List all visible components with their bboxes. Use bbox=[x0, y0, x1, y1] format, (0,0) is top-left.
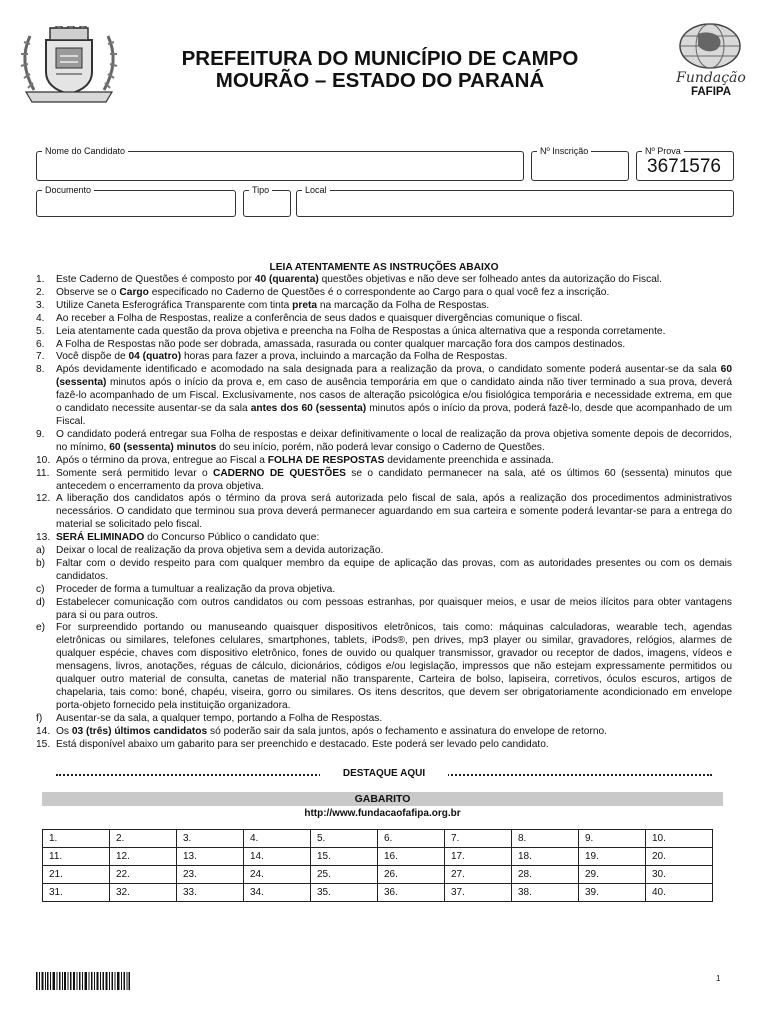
title-line-2: MOURÃO – ESTADO DO PARANÁ bbox=[215, 69, 545, 92]
gabarito-answer-cell[interactable]: 27. bbox=[445, 866, 512, 884]
instruction-item bbox=[36, 274, 732, 287]
instruction-number: 9. bbox=[36, 428, 45, 440]
inscricao-label: Nº Inscrição bbox=[537, 145, 591, 157]
gabarito-answer-cell[interactable]: 24. bbox=[244, 866, 311, 884]
instruction-number: 3. bbox=[36, 299, 45, 311]
local-field[interactable] bbox=[296, 185, 734, 217]
gabarito-answer-cell[interactable]: 33. bbox=[177, 884, 244, 902]
gabarito-answer-cell[interactable]: 12. bbox=[110, 848, 177, 866]
instruction-text bbox=[56, 584, 732, 597]
instruction-number: 15. bbox=[36, 738, 51, 750]
instruction-number: e) bbox=[36, 622, 46, 634]
instruction-text bbox=[56, 532, 732, 545]
numero-prova-value: 3671576 bbox=[647, 156, 721, 177]
gabarito-answer-cell[interactable]: 1. bbox=[43, 830, 110, 848]
gabarito-answer-cell[interactable]: 5. bbox=[311, 830, 378, 848]
destaque-label: DESTAQUE AQUI bbox=[320, 768, 448, 779]
fafipa-logo bbox=[672, 20, 748, 104]
gabarito-table bbox=[42, 829, 713, 902]
gabarito-answer-cell[interactable]: 23. bbox=[177, 866, 244, 884]
instruction-text bbox=[56, 545, 732, 558]
instruction-segment: questões objetivas e não deve ser folheado antes da autorização do Fiscal. bbox=[318, 274, 662, 285]
instruction-text bbox=[56, 339, 732, 352]
page-title bbox=[140, 48, 620, 92]
municipal-crest-icon bbox=[16, 26, 122, 104]
local-label: Local bbox=[302, 184, 330, 196]
barcode-icon bbox=[36, 972, 130, 990]
gabarito-row bbox=[43, 830, 713, 848]
instruction-segment: especificado no Caderno de Questões é o correspondente ao Cargo para o qual você fez a inscrição. bbox=[148, 286, 610, 298]
instruction-segment: só poderão sair da sala juntos, após o fechamento e assinatura do envelope de retorno. bbox=[207, 725, 608, 737]
instruction-segment: Utilize Caneta Esferográfica Transparente com tinta bbox=[56, 299, 293, 311]
gabarito-answer-cell[interactable]: 35. bbox=[311, 884, 378, 902]
instruction-item bbox=[36, 326, 732, 339]
instruction-item bbox=[36, 739, 732, 752]
instruction-emphasis: 04 (quatro) bbox=[128, 351, 182, 363]
instruction-emphasis: antes dos 60 (sessenta) bbox=[250, 403, 367, 415]
instruction-text bbox=[56, 326, 732, 339]
instruction-segment: A liberação dos candidatos após o término da prova será autorizada pelo fiscal de sala, após a realização dos procedimentos administrativos necessários. O candidato que terminou sua prova deverá permanecer aguardando em sua carteira e somente poderá levantar-se para a entrega do material se solicitado pelo fiscal. bbox=[56, 493, 732, 531]
instruction-text bbox=[56, 351, 732, 364]
gabarito-answer-cell[interactable]: 6. bbox=[378, 830, 445, 848]
gabarito-answer-cell[interactable]: 14. bbox=[244, 848, 311, 866]
fafipa-globe-icon bbox=[672, 20, 748, 70]
gabarito-answer-cell[interactable]: 26. bbox=[378, 866, 445, 884]
instruction-segment: Estabelecer comunicação com outros candidatos ou com pessoas estranhas, por quaisquer meios, e usar de meios ilícitos para obter vantagens para si ou para outros. bbox=[56, 596, 732, 621]
inscricao-field[interactable] bbox=[531, 146, 629, 181]
instruction-number: 8. bbox=[36, 364, 45, 376]
instruction-number: 6. bbox=[36, 338, 45, 350]
instruction-number: f) bbox=[36, 712, 43, 724]
gabarito-answer-cell[interactable]: 22. bbox=[110, 866, 177, 884]
instruction-emphasis: 03 (três) últimos candidatos bbox=[71, 725, 208, 737]
gabarito-answer-cell[interactable]: 3. bbox=[177, 830, 244, 848]
gabarito-row bbox=[43, 866, 713, 884]
instruction-emphasis: preta bbox=[292, 299, 318, 311]
instruction-segment: Proceder de forma a tumultuar a realização da prova objetiva. bbox=[56, 583, 336, 595]
instruction-emphasis: Cargo bbox=[119, 286, 149, 298]
gabarito-answer-cell[interactable]: 17. bbox=[445, 848, 512, 866]
gabarito-answer-cell[interactable]: 29. bbox=[579, 866, 646, 884]
instruction-number: 14. bbox=[36, 725, 51, 737]
instruction-number: 12. bbox=[36, 493, 51, 505]
instruction-segment: Está disponível abaixo um gabarito para ser preenchido e destacado. Este poderá ser levado pelo candidato. bbox=[56, 738, 549, 750]
instruction-text bbox=[56, 429, 732, 455]
instruction-item bbox=[36, 545, 732, 558]
gabarito-answer-cell[interactable]: 9. bbox=[579, 830, 646, 848]
instruction-number: b) bbox=[36, 557, 46, 569]
gabarito-answer-cell[interactable]: 20. bbox=[646, 848, 713, 866]
instruction-emphasis: SERÁ ELIMINADO bbox=[56, 532, 145, 544]
gabarito-answer-cell[interactable]: 19. bbox=[579, 848, 646, 866]
instruction-item bbox=[36, 493, 732, 532]
gabarito-answer-cell[interactable]: 8. bbox=[512, 830, 579, 848]
gabarito-answer-cell[interactable]: 37. bbox=[445, 884, 512, 902]
instruction-number: 11. bbox=[36, 467, 50, 479]
nome-candidato-label: Nome do Candidato bbox=[42, 145, 128, 157]
instruction-item bbox=[36, 622, 732, 712]
instruction-segment: O candidato poderá entregar sua Folha de respostas e deixar definitivamente o local de realização da prova objetiva somente depois de decorridos, no mínimo, bbox=[56, 428, 732, 453]
instruction-segment: Os bbox=[56, 725, 72, 737]
instruction-number: c) bbox=[36, 583, 45, 595]
instruction-emphasis: 60 (sessenta) minutos bbox=[109, 441, 217, 453]
instruction-segment: Observe se o bbox=[56, 286, 120, 298]
instruction-number: 1. bbox=[36, 274, 45, 285]
instruction-item bbox=[36, 313, 732, 326]
tipo-label: Tipo bbox=[249, 184, 272, 196]
page-number: 1 bbox=[716, 974, 721, 983]
gabarito-answer-cell[interactable]: 38. bbox=[512, 884, 579, 902]
instruction-segment: se o candidato permanecer na sala, até os últimos 60 (sessenta) minutos que antecedem o encerramento da prova objetiva. bbox=[56, 467, 732, 492]
instruction-text bbox=[56, 622, 732, 712]
instruction-text bbox=[56, 468, 732, 494]
gabarito-title: GABARITO bbox=[42, 792, 723, 806]
instruction-text bbox=[56, 300, 732, 313]
instruction-item bbox=[36, 300, 732, 313]
instruction-segment: Após devidamente identificado e acomodado na sala designada para a realização da prova, o candidato somente poderá ausentar-se da sala bbox=[56, 364, 721, 376]
numero-prova-field[interactable] bbox=[636, 146, 734, 181]
gabarito-answer-cell[interactable]: 30. bbox=[646, 866, 713, 884]
instruction-item bbox=[36, 597, 732, 623]
gabarito-answer-cell[interactable]: 4. bbox=[244, 830, 311, 848]
instruction-item bbox=[36, 726, 732, 739]
instruction-text bbox=[56, 455, 732, 468]
gabarito-row bbox=[43, 848, 713, 866]
instruction-text bbox=[56, 597, 732, 623]
instruction-item bbox=[36, 468, 732, 494]
gabarito-answer-cell[interactable]: 25. bbox=[311, 866, 378, 884]
instruction-segment: A Folha de Respostas não pode ser dobrada, amassada, rasurada ou conter qualquer marcação fora dos campos destinados. bbox=[56, 338, 626, 350]
gabarito-answer-cell[interactable]: 16. bbox=[378, 848, 445, 866]
instruction-text bbox=[56, 493, 732, 532]
instruction-segment: minutos após o início da prova e, em caso de ausência temporária em que o candidato ainda não tiver terminado a sua prova, deverá fazê-lo acompanhado de um Fiscal. Exclusivamente, nos casos de alteração psicológica e/ou fisiológica temporária e necessidade extrema, em que o candidato necessite ausentar-se da sala bbox=[56, 377, 732, 415]
instruction-item bbox=[36, 364, 732, 429]
gabarito-answer-cell[interactable]: 32. bbox=[110, 884, 177, 902]
gabarito-answer-cell[interactable]: 40. bbox=[646, 884, 713, 902]
gabarito-row bbox=[43, 884, 713, 902]
instruction-number: 2. bbox=[36, 286, 45, 298]
gabarito-answer-cell[interactable]: 18. bbox=[512, 848, 579, 866]
instruction-segment: Este Caderno de Questões é composto por bbox=[56, 274, 255, 285]
instruction-emphasis: 40 (quarenta) bbox=[254, 274, 319, 285]
instruction-segment: minutos após o início da prova, poderá fazê-lo, desde que acompanhado de um Fiscal. bbox=[56, 403, 733, 427]
instruction-text bbox=[56, 726, 732, 739]
instruction-emphasis: FOLHA DE RESPOSTAS bbox=[267, 454, 385, 466]
nome-candidato-field[interactable] bbox=[36, 146, 524, 181]
gabarito-answer-cell[interactable]: 39. bbox=[579, 884, 646, 902]
logo-script-text: Fundação bbox=[676, 70, 746, 86]
instruction-text bbox=[56, 274, 732, 287]
gabarito-answer-cell[interactable]: 10. bbox=[646, 830, 713, 848]
instruction-number: 13. bbox=[36, 532, 51, 544]
instruction-item bbox=[36, 351, 732, 364]
instruction-segment: do seu início, porém, não poderá levar consigo o Caderno de Questões. bbox=[216, 441, 545, 453]
instruction-emphasis: CADERNO DE QUESTÕES bbox=[212, 467, 346, 479]
gabarito-answer-cell[interactable]: 15. bbox=[311, 848, 378, 866]
documento-field[interactable] bbox=[36, 185, 236, 217]
instruction-text bbox=[56, 364, 732, 429]
numero-prova-label: Nº Prova bbox=[642, 145, 684, 157]
instructions-heading: LEIA ATENTAMENTE AS INSTRUÇÕES ABAIXO bbox=[269, 262, 499, 273]
tipo-field[interactable] bbox=[243, 185, 291, 217]
gabarito-answer-cell[interactable]: 34. bbox=[244, 884, 311, 902]
instruction-item bbox=[36, 713, 732, 726]
instruction-number: 4. bbox=[36, 312, 45, 324]
instruction-segment: na marcação da Folha de Respostas. bbox=[317, 299, 490, 311]
instruction-segment: Deixar o local de realização da prova objetiva sem a devida autorização. bbox=[56, 545, 384, 557]
instruction-item bbox=[36, 558, 732, 584]
instruction-segment: Após o término da prova, entregue ao Fiscal a bbox=[56, 454, 268, 466]
gabarito-answer-cell[interactable]: 28. bbox=[512, 866, 579, 884]
instruction-text bbox=[56, 287, 732, 300]
instruction-number: 10. bbox=[36, 454, 51, 466]
gabarito-answer-cell[interactable]: 2. bbox=[110, 830, 177, 848]
instruction-number: a) bbox=[36, 545, 46, 557]
instruction-item bbox=[36, 584, 732, 597]
documento-label: Documento bbox=[42, 184, 94, 196]
gabarito-url: http://www.fundacaofafipa.org.br bbox=[304, 808, 461, 819]
instruction-number: d) bbox=[36, 596, 46, 608]
gabarito-answer-cell[interactable]: 31. bbox=[43, 884, 110, 902]
instruction-segment: Ao receber a Folha de Respostas, realize a conferência de seus dados e quaisquer divergências comunique o fiscal. bbox=[56, 312, 583, 324]
gabarito-answer-cell[interactable]: 11. bbox=[43, 848, 110, 866]
instruction-segment: do Concurso Público o candidato que: bbox=[144, 532, 320, 544]
instruction-text bbox=[56, 713, 732, 726]
instruction-number: 7. bbox=[36, 351, 45, 363]
instructions-list bbox=[36, 274, 732, 752]
instruction-emphasis: 60 (sessenta) bbox=[56, 364, 732, 389]
instruction-item bbox=[36, 429, 732, 455]
instruction-text bbox=[56, 739, 732, 752]
title-line-1: PREFEITURA DO MUNICÍPIO DE CAMPO bbox=[181, 47, 579, 70]
instruction-segment: For surpreendido portando ou manuseando quaisquer dispositivos eletrônicos, tais como: máquinas calculadoras, wearable tech, agendas eletrônicas ou similares, telefones celulares, smartphones, tablets, iPods®, pen drives, mp3 player ou similar, gravadores, relógios, alarmes de qualquer espécie, chaves com dispositivo eletrônico, fones de ouvido ou qualquer transmissor, gravador ou receptor de dados, imagens, vídeos e mensagens, livros, anotações, réguas de cálculo, dicionários, códigos e/ou legislação, impressos que não estejam expressamente permitidos ou qualquer outro material de consulta, canetas de material não transparente, Carteira de bolso, lapiseira, corretivos, óculos escuros, artigos de chapelaria, tais como: boné, chapéu, viseira, gorro ou similares. Os itens descritos, que devem ser obrigatoriamente acondicionado em envelope porta-objeto fornecido pela instituição organizadora. bbox=[56, 622, 732, 711]
instruction-segment: horas para fazer a prova, incluindo a marcação da Folha de Respostas. bbox=[181, 351, 508, 363]
instruction-segment: devidamente preenchida e assinada. bbox=[384, 454, 554, 466]
gabarito-answer-cell[interactable]: 13. bbox=[177, 848, 244, 866]
instruction-text bbox=[56, 313, 732, 326]
instruction-segment: Leia atentamente cada questão da prova objetiva e preencha na Folha de Respostas a única alternativa que a responda corretamente. bbox=[56, 325, 666, 337]
instruction-item bbox=[36, 455, 732, 468]
instruction-segment: Você dispõe de bbox=[56, 351, 129, 363]
instruction-text bbox=[56, 558, 732, 584]
instruction-segment: Ausentar-se da sala, a qualquer tempo, portando a Folha de Respostas. bbox=[56, 712, 383, 724]
instruction-number: 5. bbox=[36, 325, 45, 337]
instruction-segment: Somente será permitido levar o bbox=[56, 467, 213, 479]
instruction-item bbox=[36, 287, 732, 300]
gabarito-answer-cell[interactable]: 7. bbox=[445, 830, 512, 848]
logo-name-text: FAFIPA bbox=[690, 86, 732, 98]
gabarito-answer-cell[interactable]: 21. bbox=[43, 866, 110, 884]
instruction-segment: Faltar com o devido respeito para com qualquer membro da equipe de aplicação das provas, com as autoridades presentes ou com os demais candidatos. bbox=[56, 557, 732, 582]
gabarito-answer-cell[interactable]: 36. bbox=[378, 884, 445, 902]
instruction-item bbox=[36, 339, 732, 352]
instruction-item bbox=[36, 532, 732, 545]
